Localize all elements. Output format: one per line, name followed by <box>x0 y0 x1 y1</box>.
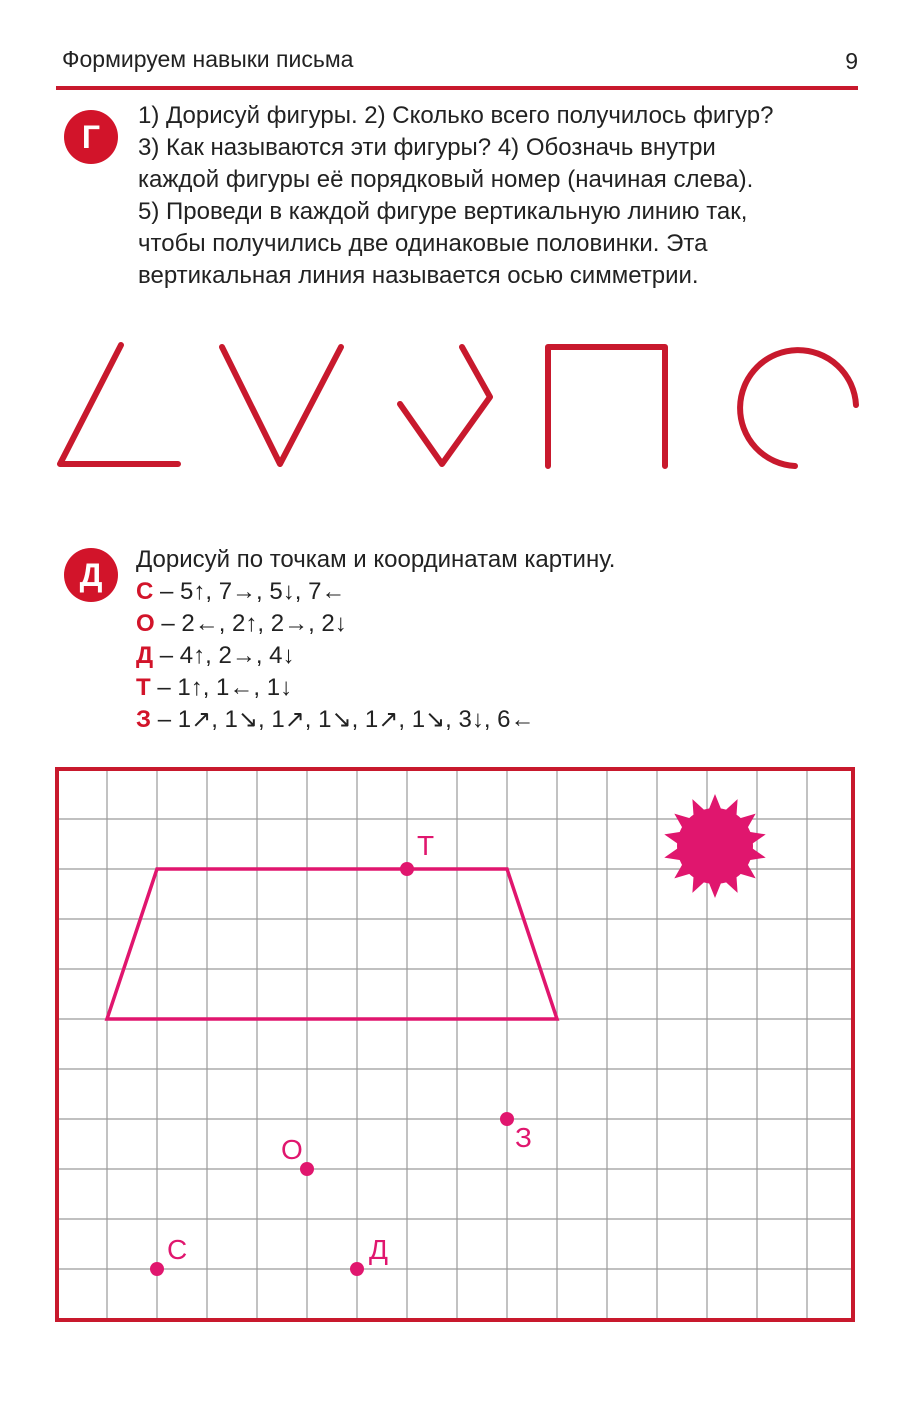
grid-point-label: Д <box>369 1234 388 1265</box>
task-d-badge: Д <box>64 548 118 602</box>
coordinate-steps: – 1↑, 1←, 1↓ <box>150 674 293 701</box>
header-title: Формируем навыки письма <box>62 46 354 72</box>
coordinate-steps: – 4↑, 2→, 4↓ <box>153 642 295 669</box>
trapezoid-roof <box>107 869 557 1019</box>
page-number: 9 <box>845 48 858 74</box>
sun-disc <box>677 808 753 884</box>
task-g-line: каждой фигуры её порядковый номер (начиная слева). <box>138 166 754 193</box>
task-g-line: вертикальная линия называется осью симметрии. <box>138 262 699 289</box>
grid-point <box>150 1262 164 1276</box>
task-g-line: 1) Дорисуй фигуры. 2) Сколько всего получилось фигур? <box>138 102 774 129</box>
coordinate-steps: – 1↗, 1↘, 1↗, 1↘, 1↗, 1↘, 3↓, 6← <box>151 706 535 733</box>
coordinate-key: З <box>136 706 152 733</box>
grid-point-label: Т <box>417 830 435 861</box>
grid-point-label: О <box>281 1134 303 1165</box>
coordinate-key: О <box>136 610 155 637</box>
grid-point-label: С <box>167 1234 188 1265</box>
task-d-intro: Дорисуй по точкам и координатам картину. <box>136 546 616 573</box>
task-g-badge: Г <box>64 110 118 164</box>
grid-point-label: З <box>515 1122 532 1153</box>
grid-point <box>400 862 414 876</box>
coordinate-steps: – 5↑, 7→, 5↓, 7← <box>153 578 346 605</box>
grid-point <box>500 1112 514 1126</box>
coordinate-key: Т <box>136 674 151 701</box>
task-g-line: 3) Как называются эти фигуры? 4) Обозначь внутри <box>138 134 716 161</box>
coordinate-steps: – 2←, 2↑, 2→, 2↓ <box>154 610 347 637</box>
task-g-line: чтобы получились две одинаковые половинки. Эта <box>138 230 708 257</box>
coordinate-key: С <box>136 578 154 605</box>
task-g-line: 5) Проведи в каждой фигуре вертикальную линию так, <box>138 198 748 225</box>
coordinate-key: Д <box>136 642 154 669</box>
grid-point <box>350 1262 364 1276</box>
